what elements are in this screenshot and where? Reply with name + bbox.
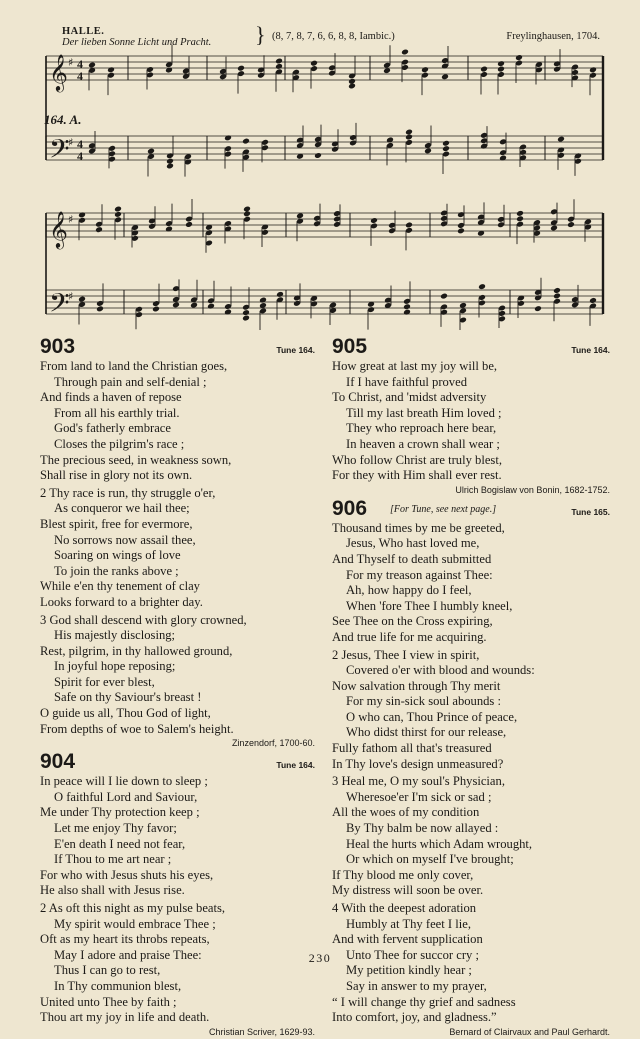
- tune-meter: (8, 7, 8, 7, 6, 6, 8, 8, Iambic.): [272, 31, 395, 42]
- notehead: [166, 163, 174, 170]
- clef-icon: 𝄢: [49, 133, 70, 171]
- hymn-904: [40, 750, 315, 1039]
- page-number: 230: [308, 951, 332, 965]
- hymn-line: For they with Him shall ever rest.: [332, 468, 502, 483]
- hymn-line: Wheresoe'er I'm sick or sad ;: [346, 789, 492, 804]
- hymn-line: As conqueror we hail thee;: [54, 501, 190, 516]
- notehead: [147, 148, 155, 155]
- notehead: [589, 66, 597, 73]
- notehead: [243, 206, 251, 213]
- tune-reference: Tune 165.: [571, 506, 610, 517]
- notehead: [424, 147, 432, 154]
- clef-icon: 𝄞: [49, 53, 68, 91]
- hymn-line: 2 As oft this night as my pulse beats,: [40, 901, 226, 915]
- notehead: [405, 222, 413, 229]
- notehead: [405, 134, 413, 141]
- right-column: [332, 335, 610, 1039]
- time-signature: 4: [77, 149, 83, 163]
- hymn-line: And Thyself to death submitted: [332, 551, 492, 566]
- notehead: [405, 129, 413, 136]
- tune-composer: Freylinghausen, 1704.: [506, 31, 600, 42]
- time-signature: 4: [77, 57, 83, 71]
- hymn-line: Now salvation through Thy merit: [332, 678, 501, 693]
- notehead: [515, 54, 523, 61]
- notehead: [296, 212, 304, 219]
- hymn-line: If I have faithful proved: [346, 374, 467, 389]
- hymn-line: For my sin-sick soul abounds :: [346, 694, 501, 709]
- hymn-line: 3 God shall descend with glory crowned,: [40, 612, 247, 627]
- hymn-line: And true life for me acquiring.: [332, 629, 487, 644]
- hymn-line: In Thy communion blest,: [54, 978, 182, 993]
- notehead: [275, 58, 283, 65]
- notehead: [242, 309, 250, 316]
- notehead: [534, 305, 542, 312]
- hymn-line: They who reproach here bear,: [346, 421, 497, 436]
- hymn-line: Me under Thy protection keep ;: [40, 805, 200, 820]
- notehead: [403, 309, 411, 316]
- clef-icon: 𝄢: [49, 287, 70, 325]
- tune-note: [For Tune, see next page.]: [390, 503, 497, 515]
- hymn-line: Thou art my joy in life and death.: [40, 1010, 210, 1025]
- clef-icon: 𝄞: [49, 210, 68, 248]
- hymn-line: Humbly at Thy feet I lie,: [346, 916, 471, 931]
- hymn-line: Into comfort, joy, and gladness.”: [332, 1010, 497, 1025]
- notehead: [95, 226, 103, 233]
- notehead: [403, 303, 411, 310]
- hymn-line: Or which on myself I've brought;: [346, 852, 514, 867]
- notehead: [242, 138, 250, 145]
- hymn-line: “ I will change thy grief and sadness: [332, 994, 516, 1009]
- hymn-line: In joyful hope reposing;: [54, 659, 176, 674]
- sharp-icon: ♯: [68, 290, 74, 303]
- hymn-line: Thus I can go to rest,: [54, 963, 161, 978]
- hymn-tag: 164. A.: [44, 112, 82, 127]
- hymn-line: In heaven a crown shall wear ;: [346, 436, 500, 451]
- hymn-line: By Thy balm be now allayed :: [346, 821, 499, 836]
- notehead: [567, 221, 575, 228]
- notehead: [370, 217, 378, 224]
- hymn-line: O who can, Thou Prince of peace,: [346, 709, 518, 724]
- hymn-line: From depths of woe to Salem's height.: [40, 721, 234, 736]
- hymn-line: Jesus, Who hast loved me,: [346, 536, 480, 551]
- hymn-line: 3 Heal me, O my soul's Physician,: [332, 774, 505, 789]
- notehead: [442, 140, 450, 147]
- hymn-line: God's fatherly embrace: [54, 421, 171, 436]
- sharp-icon: ♯: [68, 213, 74, 226]
- notehead: [550, 225, 558, 232]
- hymn-line: If Thou to me art near ;: [54, 852, 172, 867]
- hymn-line: And with fervent supplication: [332, 932, 483, 947]
- hymn-line: He also shall with Jesus rise.: [40, 883, 185, 898]
- hymn-line: Shall rise in glory not its own.: [40, 468, 193, 483]
- hymn-author: Christian Scriver, 1629-93.: [208, 1026, 315, 1037]
- music-score: [0, 0, 640, 330]
- hymn-line: In peace will I lie down to sleep ;: [40, 774, 208, 789]
- notehead: [478, 283, 486, 290]
- notehead: [516, 210, 524, 217]
- notehead: [497, 66, 505, 73]
- hymn-line: My spirit would embrace Thee ;: [54, 916, 216, 931]
- tune-reference: Tune 164.: [571, 345, 610, 355]
- hymn-line: United unto Thee by faith ;: [40, 994, 177, 1009]
- tune-reference: Tune 164.: [276, 760, 315, 771]
- notehead: [348, 83, 356, 90]
- hymn-line: Thousand times by me be greeted,: [332, 520, 505, 535]
- hymn-line: Looks forward to a brighter day.: [40, 594, 203, 609]
- notehead: [310, 60, 318, 67]
- hymn-number: 905: [332, 335, 368, 358]
- hymn-line: The precious seed, in weakness sown,: [40, 452, 232, 467]
- hymn-line: For my treason against Thee:: [346, 567, 493, 582]
- notehead: [442, 145, 450, 152]
- notehead: [557, 136, 565, 143]
- hymn-line: O guide us all, Thou God of light,: [40, 706, 211, 721]
- hymn-line: Who didst thirst for our release,: [346, 725, 507, 740]
- hymn-line: Through pain and self-denial ;: [54, 374, 207, 389]
- time-signature: 4: [77, 137, 83, 151]
- hymn-line: E'en death I need not fear,: [54, 836, 186, 851]
- hymn-author: Ulrich Bogislaw von Bonin, 1682-1752.: [455, 484, 610, 495]
- notehead: [114, 206, 122, 213]
- notehead: [114, 211, 122, 218]
- hymn-line: Say in answer to my prayer,: [346, 978, 487, 993]
- notehead: [401, 49, 409, 56]
- notehead: [166, 158, 174, 165]
- notehead: [480, 66, 488, 73]
- notehead: [107, 66, 115, 73]
- hymn-line: To join the ranks above ;: [54, 563, 179, 578]
- notehead: [152, 306, 160, 313]
- notehead: [553, 287, 561, 294]
- notehead: [516, 215, 524, 222]
- notehead: [314, 152, 322, 159]
- hymn-author: Bernard of Clairvaux and Paul Gerhardt.: [449, 1026, 610, 1037]
- hymn-line: Fully fathom all that's treasured: [332, 741, 492, 756]
- hymn-line: Rest, pilgrim, in thy hallowed ground,: [40, 643, 233, 658]
- notehead: [224, 134, 232, 141]
- hymn-line: Unto Thee for succor cry ;: [346, 947, 480, 962]
- hymn-line: All the woes of my condition: [332, 805, 480, 820]
- tune-reference: Tune 164.: [276, 345, 315, 355]
- notehead: [589, 297, 597, 304]
- hymn-line: Ah, how happy do I feel,: [346, 583, 472, 598]
- hymn-line: See Thee on the Cross expiring,: [332, 614, 493, 629]
- hymn-line: Soaring on wings of love: [54, 548, 181, 563]
- hymn-903: [40, 335, 315, 750]
- hymn-line: Blest spirit, free for evermore,: [40, 516, 193, 531]
- notehead: [457, 227, 465, 234]
- notehead: [78, 212, 86, 219]
- notehead: [237, 65, 245, 72]
- hymn-line: And finds a haven of repose: [40, 390, 182, 405]
- notehead: [275, 63, 283, 70]
- notehead: [497, 60, 505, 67]
- hymn-line: Safe on thy Saviour's breast !: [54, 690, 202, 705]
- notehead: [242, 315, 250, 322]
- left-column: [40, 335, 315, 1039]
- hymn-line: My distress will soon be over.: [332, 883, 484, 898]
- hymn-line: Oft as my heart its throbs repeats,: [40, 932, 210, 947]
- hymn-line: When 'fore Thee I humbly kneel,: [346, 598, 513, 613]
- hymn-line: No sorrows now assail thee,: [54, 532, 196, 547]
- notehead: [421, 66, 429, 73]
- hymn-line: 2 Jesus, Thee I view in spirit,: [332, 647, 480, 662]
- hymn-905: [332, 335, 610, 497]
- notehead: [78, 296, 86, 303]
- hymn-line: To Christ, and 'midst adversity: [332, 390, 487, 405]
- notehead: [259, 297, 267, 304]
- hymn-line: From land to land the Christian goes,: [40, 359, 228, 373]
- hymn-line: Till my last breath Him loved ;: [346, 405, 502, 420]
- hymn-line: If Thy blood me only cover,: [332, 867, 474, 882]
- sharp-icon: ♯: [68, 136, 74, 149]
- hymn-number: 906: [332, 496, 368, 520]
- hymn-line: Closes the pilgrim's race ;: [54, 436, 185, 451]
- hymn-number: 904: [40, 750, 76, 774]
- hymn-line: From all his earthly trial.: [54, 405, 180, 420]
- hymn-line: 4 With the deepest adoration: [332, 901, 477, 915]
- notehead: [88, 62, 96, 69]
- sharp-icon: ♯: [68, 56, 74, 69]
- hymn-number: 903: [40, 335, 76, 358]
- hymn-author: Zinzendorf, 1700-60.: [231, 738, 315, 749]
- hymn-line: For who with Jesus shuts his eyes,: [40, 867, 214, 882]
- hymn-line: In Thy love's design unmeasured?: [332, 756, 504, 771]
- hymn-line: Covered o'er with blood and wounds:: [346, 663, 535, 678]
- tune-subtitle: Der lieben Sonne Licht und Pracht.: [62, 37, 212, 48]
- hymn-line: Let me enjoy Thy favor;: [54, 821, 177, 836]
- header-brace: }: [255, 22, 266, 47]
- notehead: [172, 301, 180, 308]
- hymn-line: May I adore and praise Thee:: [54, 947, 202, 962]
- notehead: [276, 291, 284, 298]
- notehead: [96, 305, 104, 312]
- notehead: [190, 302, 198, 309]
- hymn-line: Heal the hurts which Adam wrought,: [346, 836, 533, 851]
- hymn-line: Spirit for ever blest,: [54, 674, 155, 689]
- time-signature: 4: [77, 69, 83, 83]
- hymn-line: 2 Thy race is run, thy struggle o'er,: [40, 485, 216, 500]
- hymn-line: While e'en thy tenement of clay: [40, 579, 200, 594]
- notehead: [185, 221, 193, 228]
- hymn-line: O faithful Lord and Saviour,: [54, 789, 198, 804]
- notehead: [440, 293, 448, 300]
- hymn-line: My petition kindly hear ;: [346, 963, 472, 978]
- hymn-line: Who follow Christ are truly blest,: [332, 452, 502, 467]
- hymn-line: How great at last my joy will be,: [332, 359, 498, 373]
- notehead: [553, 292, 561, 299]
- hymn-line: His majestly disclosing;: [54, 628, 176, 643]
- tune-name: HALLE.: [62, 26, 105, 37]
- notehead: [207, 303, 215, 310]
